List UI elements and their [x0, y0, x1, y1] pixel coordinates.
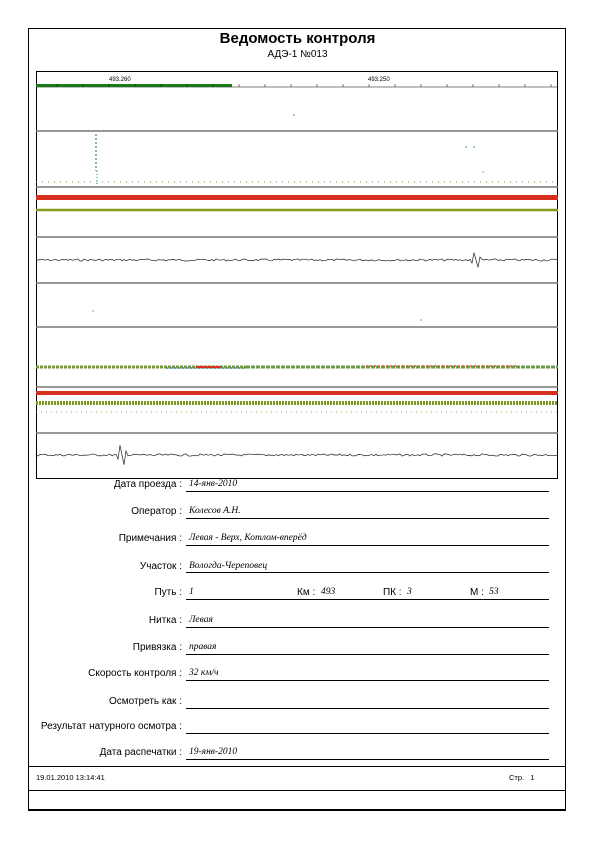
page-label: Стр. — [509, 773, 525, 782]
channel-1 — [293, 114, 294, 115]
operator-underline — [186, 518, 549, 519]
km-value: 493 — [321, 587, 336, 597]
track-value: 1 — [189, 587, 194, 597]
date-underline — [186, 491, 549, 492]
pk-label: ПК : — [383, 587, 402, 598]
speed-label: Скорость контроля : — [88, 668, 182, 679]
binding-value: правая — [189, 642, 217, 652]
binding-underline — [186, 654, 549, 655]
date-label: Дата проезда : — [113, 479, 182, 490]
operator-label: Оператор : — [131, 506, 182, 517]
inspect-underline — [186, 708, 549, 709]
m-value: 53 — [489, 587, 499, 597]
inspect-label: Осмотреть как : — [108, 696, 182, 707]
notes-label: Примечания : — [118, 533, 182, 544]
rail-underline — [186, 627, 549, 628]
rail-value: Левая — [189, 615, 213, 625]
binding-label: Привязка : — [132, 642, 182, 653]
footer-bottom-rule — [28, 790, 566, 791]
date-value: 14-янв-2010 — [189, 479, 238, 489]
section-value: Вологда-Череповец — [189, 561, 268, 571]
notes-underline — [186, 545, 549, 546]
report-title: Ведомость контроля — [219, 30, 376, 47]
print-date-underline — [186, 759, 549, 760]
speed-underline — [186, 680, 549, 681]
operator-value: Колесов А.Н. — [189, 506, 241, 516]
footer-timestamp: 19.01.2010 13:14:41 — [36, 773, 105, 782]
km-label: Км : — [297, 587, 316, 598]
km-tick-label: 493.250 — [368, 77, 390, 83]
field-result-underline — [186, 733, 549, 734]
section-label: Участок : — [139, 561, 182, 572]
speed-value: 32 км/ч — [189, 668, 219, 678]
defectogram-chart — [36, 71, 558, 479]
footer-top-rule — [28, 766, 566, 767]
km-tick-label: 493.260 — [109, 77, 131, 83]
print-date-label: Дата распечатки : — [99, 747, 182, 758]
rail-label: Нитка : — [148, 615, 182, 626]
track-label: Путь : — [154, 587, 182, 598]
page-number: 1 — [530, 773, 535, 782]
field-result-label: Результат натурного осмотра : — [40, 721, 182, 732]
device-subtitle: АДЭ-1 №013 — [267, 49, 328, 60]
m-label: М : — [470, 587, 484, 598]
track-underline — [186, 599, 549, 600]
notes-value: Левая - Верх, Котлом-вперёд — [189, 533, 307, 543]
print-date-value: 19-янв-2010 — [189, 747, 238, 757]
section-underline — [186, 572, 549, 573]
footer-page — [509, 773, 535, 782]
pk-value: 3 — [407, 587, 412, 597]
